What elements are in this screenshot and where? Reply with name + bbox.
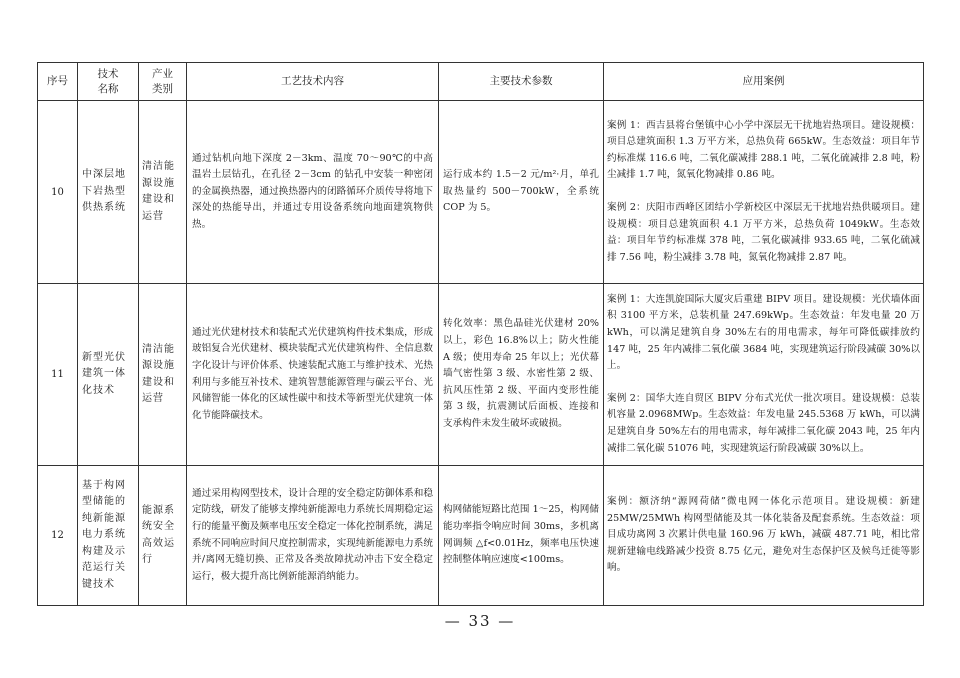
row-cases: [604, 466, 924, 606]
row-name: 新型光伏建筑一体化技术: [78, 284, 139, 466]
row-params: 转化效率：黑色晶硅光伏建材 20%以上，彩色 16.8%以上；防火性能 A 级；使用寿命 25 年以上；光伏幕墙气密性第 3 级、水密性第 2 级、抗风压性第 2 级、平面内变形性能第 3 级，抗震测试后面板、连接和支承构件未发生破坏或破损。: [439, 284, 604, 466]
case-item: 案例：额济纳“源网荷储”微电网一体化示范项目。建设规模：新建 25MW/25MWh 构网型储能及其一体化装备及配套系统。生态效益：项目成功离网 3 次累计供电量 160.96 万 kWh，减碳 487.71 吨，相比常规新建输电线路减少投资 8.75 亿元，避免对生态保护区及候鸟迁徙等影响。: [607, 496, 920, 574]
header-process: 工艺技术内容: [187, 63, 439, 101]
case-item: 案例 2：庆阳市西峰区团结小学新校区中深层无干扰地岩热供暖项目。建设规模：项目总建筑面积 4.1 万平方米，总热负荷 1049kW。生态效益：项目年节约标准煤 378 吨，二氧化碳减排 933.65 吨，二氧化硫减排 7.56 吨，粉尘减排 3.78 吨，氮氧化物减排 2.87 吨。: [607, 202, 920, 263]
header-category: [139, 63, 187, 101]
header-num: 序号: [38, 63, 78, 101]
header-name-text: 技术名称: [97, 67, 119, 95]
case-item: 案例 2：国华大连自贸区 BIPV 分布式光伏一批次项目。建设规模：总装机容量 2.0968MWp。生态效益：年发电量 245.5368 万 kWh，可以满足建筑自身 50%左右的用电需求，每年减排二氧化碳 2043 吨，25 年内减排二氧化碳 51076 吨，实现建筑运行阶段减碳 30%以上。: [607, 392, 920, 454]
technology-table: [37, 62, 924, 606]
row-name: 中深层地下岩热型供热系统: [78, 101, 139, 284]
row-params: 构网储能短路比范围 1～25，构网储能功率指令响应时间 30ms，多机离网调频 △f<0.01Hz，频率电压快速控制整体响应速度<100ms。: [439, 466, 604, 606]
page-number: — 33 —: [444, 612, 516, 630]
row-name: 基于构网型储能的纯新能源电力系统构建及示范运行关键技术: [78, 466, 139, 606]
case-item: 案例 1：西吉县将台堡镇中心小学中深层无干扰地岩热项目。建设规模：项目总建筑面积 1.3 万平方米，总热负荷 665kW。生态效益：项目年节约标准煤 116.6 吨，二氧化碳减排 288.1 吨，二氧化硫减排 2.8 吨，粉尘减排 1.7 吨，氮氧化物减排 0.86 吨。: [607, 119, 920, 181]
table-row: [38, 466, 924, 606]
row-num: 12: [38, 466, 78, 606]
table-header-row: [38, 63, 924, 101]
row-process: 通过采用构网型技术，设计合理的安全稳定防御体系和稳定防线，研发了能够支撑纯新能源电力系统长周期稳定运行的能量平衡及频率电压安全稳定一体化控制系统，满足系统不同响应时间尺度控制需求，实现纯新能源电力系统并/离网无缝切换、正常及各类故障扰动冲击下安全稳定运行，极大提升高比例新能源消纳能力。: [187, 466, 439, 606]
case-item: 案例 1：大连凯旋国际大厦灾后重建 BIPV 项目。建设规模：光伏墙体面积 3100 平方米，总装机量 247.69kWp。生态效益：年发电量 20 万 kWh，可以满足建筑自身 30%左右的用电需求，每年可降低碳排放约 147 吨，25 年内减排二氧化碳 3684 吨，实现建筑运行阶段减碳 30%以上。: [607, 293, 920, 372]
case-spacer: [607, 184, 920, 200]
row-cases: [604, 101, 924, 284]
row-process: 通过钻机向地下深度 2－3km、温度 70～90℃的中高温岩土层钻孔，在孔径 2－3cm 的钻孔中安装一种密闭的金属换热器，通过换热器内的闭路循环介质传导将地下深处的热能导出，并通过专用设备系统向地面建筑物供热。: [187, 101, 439, 284]
header-cases: 应用案例: [604, 63, 924, 101]
row-cases: [604, 284, 924, 466]
row-category: 清洁能源设施建设和运营: [139, 284, 187, 466]
header-params: 主要技术参数: [439, 63, 604, 101]
table-row: [38, 284, 924, 466]
row-params: 运行成本约 1.5－2 元/m²·月，单孔取热量约 500－700kW，全系统 COP 为 5。: [439, 101, 604, 284]
case-spacer: [607, 375, 920, 391]
table-row: [38, 101, 924, 284]
row-category: 清洁能源设施建设和运营: [139, 101, 187, 284]
row-category: 能源系统安全高效运行: [139, 466, 187, 606]
header-category-text: 产业类别: [152, 67, 173, 95]
header-name: [78, 63, 139, 101]
row-num: 10: [38, 101, 78, 284]
row-process: 通过光伏建材技术和装配式光伏建筑构件技术集成，形成玻铝复合光伏建材、模块装配式光伏建筑构件、全信息数字化设计与评价体系、快速装配式施工与维护技术、光热利用与多能互补技术、建筑智慧能源管理与碳云平台、光风储智能一体化的区域性碳中和技术等新型光伏建筑一体化节能降碳技术。: [187, 284, 439, 466]
row-num: 11: [38, 284, 78, 466]
